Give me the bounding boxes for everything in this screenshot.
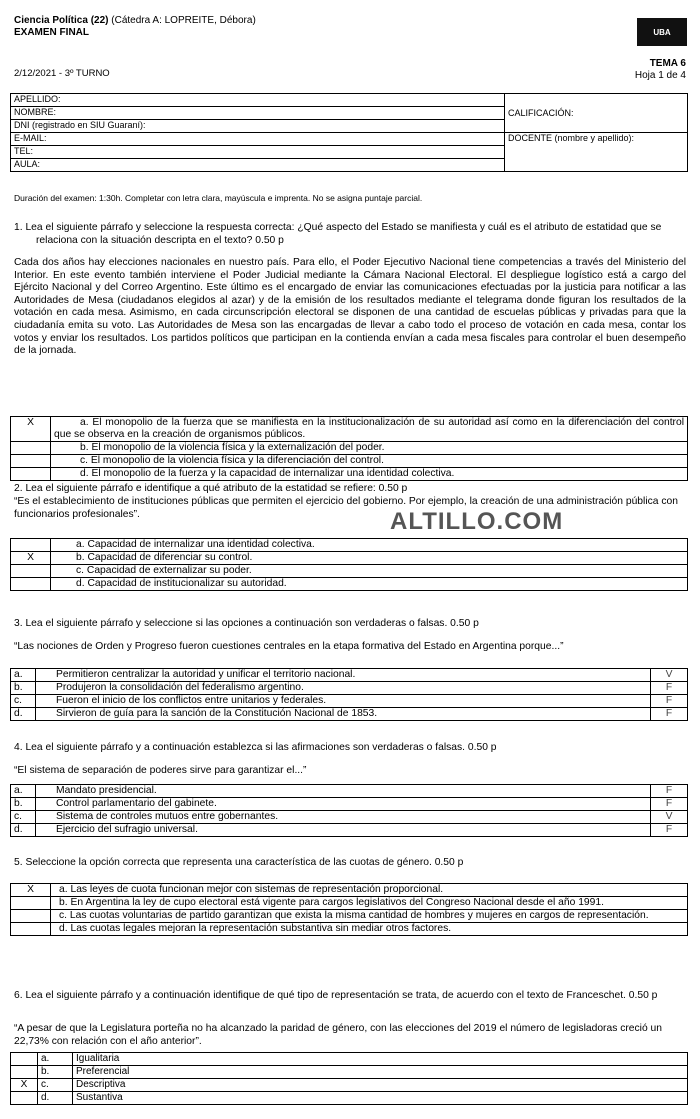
option-mark[interactable]	[11, 539, 51, 552]
option-text-cell	[51, 897, 688, 910]
course-name: Ciencia Política (22)	[14, 15, 109, 26]
option-text: Capacidad de institucionalizar su autoridad.	[87, 578, 287, 589]
option-text-cell	[51, 455, 688, 468]
option-mark[interactable]	[11, 1092, 38, 1105]
tf-answer[interactable]: V	[651, 811, 688, 824]
page-count: Hoja 1 de 4	[634, 70, 686, 81]
q4-option-b	[11, 798, 688, 811]
option-letter: c.	[11, 695, 36, 708]
option-text: El monopolio de la fuerza y la capacidad de internalizar una identidad colectiva.	[91, 468, 455, 479]
q1-option-d[interactable]	[11, 468, 688, 481]
option-text-cell	[51, 442, 688, 455]
q6-option-a[interactable]	[11, 1053, 688, 1066]
option-text-cell	[51, 552, 688, 565]
exam-type: EXAMEN FINAL	[14, 27, 89, 38]
q4-option-a	[11, 785, 688, 798]
q3-option-d	[11, 708, 688, 721]
q2-option-b[interactable]	[11, 552, 688, 565]
option-text: Las cuotas legales mejoran la representación substantiva sin mediar otros factores.	[70, 923, 452, 934]
option-mark[interactable]	[11, 1066, 38, 1079]
tema-block	[635, 58, 686, 82]
q2-options	[10, 538, 688, 591]
tf-answer[interactable]: F	[651, 682, 688, 695]
q5-option-c[interactable]	[11, 910, 688, 923]
catedra: (Cátedra A: LOPREITE, Débora)	[111, 15, 256, 26]
option-letter: c.	[59, 910, 68, 921]
option-text: Permitieron centralizar la autoridad y unificar el territorio nacional.	[36, 669, 651, 682]
option-mark[interactable]: X	[11, 552, 51, 565]
option-text-cell	[51, 417, 688, 442]
option-mark[interactable]	[11, 565, 51, 578]
q4-options	[10, 784, 688, 837]
option-text: Sirvieron de guía para la sanción de la Constitución Nacional de 1853.	[36, 708, 651, 721]
option-mark[interactable]: X	[11, 884, 51, 897]
calificacion-field[interactable]: CALIFICACIÓN:	[505, 94, 688, 133]
q4-prompt: 4. Lea el siguiente párrafo y a continuación establezca si las afirmaciones son verdaderas o falsas. 0.50 p	[14, 742, 497, 753]
tel-field[interactable]: TEL:	[11, 146, 505, 159]
q5-option-d[interactable]	[11, 923, 688, 936]
option-text: Descriptiva	[73, 1079, 688, 1092]
option-text: El monopolio de la violencia física y la diferenciación del control.	[90, 455, 384, 466]
q5-prompt: 5. Seleccione la opción correcta que representa una característica de las cuotas de género. 0.50 p	[14, 857, 464, 868]
option-letter: d.	[80, 468, 89, 479]
q3-option-c	[11, 695, 688, 708]
option-text: Capacidad de externalizar su poder.	[86, 565, 252, 576]
altillo-watermark: ALTILLO.COM	[390, 508, 564, 535]
exam-header	[14, 15, 256, 39]
option-text-cell	[51, 565, 688, 578]
option-letter: b.	[76, 552, 85, 563]
option-letter: d.	[76, 578, 85, 589]
email-field[interactable]: E-MAIL:	[11, 133, 505, 146]
q6-option-c[interactable]	[11, 1079, 688, 1092]
option-letter: b.	[11, 682, 36, 695]
q2-option-c[interactable]	[11, 565, 688, 578]
q4-option-c	[11, 811, 688, 824]
q1-options	[10, 416, 688, 481]
option-letter: d.	[11, 708, 36, 721]
option-text-cell	[51, 468, 688, 481]
tema-label: TEMA 6	[649, 58, 686, 69]
option-text: El monopolio de la violencia física y la externalización del poder.	[91, 442, 385, 453]
option-text-cell	[51, 578, 688, 591]
option-mark[interactable]	[11, 468, 51, 481]
q5-options	[10, 883, 688, 936]
q1-option-c[interactable]	[11, 455, 688, 468]
option-text-cell	[51, 884, 688, 897]
option-mark[interactable]	[11, 910, 51, 923]
option-mark[interactable]: X	[11, 417, 51, 442]
q6-prompt: 6. Lea el siguiente párrafo y a continuación identifique de qué tipo de representación se trata, de acuerdo con el texto de Franceschet. 0.50 p	[14, 990, 658, 1001]
option-letter: a.	[59, 884, 68, 895]
option-letter: c.	[11, 811, 36, 824]
q3-option-b	[11, 682, 688, 695]
option-text: Ejercicio del sufragio universal.	[36, 824, 651, 837]
q5-option-b[interactable]	[11, 897, 688, 910]
option-mark[interactable]	[11, 923, 51, 936]
option-text-cell	[51, 923, 688, 936]
duration-note: Duración del examen: 1:30h. Completar con letra clara, mayúscula e imprenta. No se asigna puntaje parcial.	[14, 193, 423, 203]
tf-answer[interactable]: F	[651, 824, 688, 837]
option-text: Mandato presidencial.	[36, 785, 651, 798]
tf-answer[interactable]: F	[651, 708, 688, 721]
option-letter: a.	[76, 539, 85, 550]
option-letter: a.	[38, 1053, 73, 1066]
option-mark[interactable]: X	[11, 1079, 38, 1092]
q6-options	[10, 1052, 688, 1105]
option-mark[interactable]	[11, 442, 51, 455]
uba-logo	[637, 18, 687, 46]
q1-option-b[interactable]	[11, 442, 688, 455]
option-text: Control parlamentario del gabinete.	[36, 798, 651, 811]
q4-option-d	[11, 824, 688, 837]
option-text: Sistema de controles mutuos entre gobernantes.	[36, 811, 651, 824]
q6-option-b[interactable]	[11, 1066, 688, 1079]
option-text-cell	[51, 539, 688, 552]
option-letter: d.	[11, 824, 36, 837]
option-letter: c.	[80, 455, 89, 466]
option-text: El monopolio de la fuerza que se manifiesta en la institucionalización de su autoridad así como en la diferenciación del control que se observa en la creación de organismos públicos.	[54, 417, 684, 440]
option-text: Capacidad de internalizar una identidad colectiva.	[87, 539, 315, 550]
q4-quote: “El sistema de separación de poderes sirve para garantizar el...”	[14, 765, 307, 776]
option-text: Capacidad de diferenciar su control.	[87, 552, 253, 563]
option-mark[interactable]	[11, 897, 51, 910]
option-letter: b.	[11, 798, 36, 811]
q2-option-a[interactable]	[11, 539, 688, 552]
option-text: Preferencial	[73, 1066, 688, 1079]
option-letter: b.	[38, 1066, 73, 1079]
dni-field[interactable]: DNI (registrado en SIU Guaraní):	[11, 120, 505, 133]
q1-text: Cada dos años hay elecciones nacionales en nuestro país. Para ello, el Poder Ejecutivo Nacional tiene competencias a través del Ministerio del Interior. En este evento también interviene el Poder Judicial mediante la Cámara Nacional Electoral. El despliegue logístico está a cargo del Ejército Nacional y del Correo Argentino. Este último es el encargado de enviar las comunicaciones efectuadas por la justicia para notificar a las Autoridades de Mesa (ciudadanos elegidos al azar) y de la emisión de los resultados mediante el telegrama donde figuran los resultados de la votación en cada mesa. Asimismo, en cada circunscripción electoral se disponen de una cantidad de escuelas públicas y privadas para que la ciudadanía emita su voto. Las Autoridades de Mesa son las encargadas de llevar a cabo todo el proceso de votación en cada mesa, contar los votos y enviar los resultados. Los partidos políticos que participan en la contienda envían a cada mesa fiscales para controlar el buen desempeño de la jornada.	[14, 257, 686, 357]
option-letter: b.	[80, 442, 89, 453]
q1-prompt: 1. Lea el siguiente párrafo y seleccione la respuesta correcta: ¿Qué aspecto del Estado se manifiesta y cuál es el atributo de estatidad que se relaciona con la situación descripta en el texto? 0.50 p	[14, 222, 662, 246]
option-text: Produjeron la consolidación del federalismo argentino.	[36, 682, 651, 695]
q5-option-a[interactable]	[11, 884, 688, 897]
q3-options	[10, 668, 688, 721]
option-text: Las cuotas voluntarias de partido garantizan que exista la misma cantidad de hombres y mujeres en cargos de representación.	[69, 910, 649, 921]
q6-quote: “A pesar de que la Legislatura porteña no ha alcanzado la paridad de género, con las elecciones del 2019 el número de legisladoras creció un 22,73% con relación con el año anterior”.	[14, 1023, 662, 1047]
option-text: En Argentina la ley de cupo electoral está vigente para cargos legislativos del Congreso Nacional desde el año 1991.	[70, 897, 604, 908]
option-text: Sustantiva	[73, 1092, 688, 1105]
option-letter: c.	[76, 565, 85, 576]
option-text: Las leyes de cuota funcionan mejor con sistemas de representación proporcional.	[70, 884, 444, 895]
apellido-field[interactable]: APELLIDO:	[11, 94, 505, 107]
option-letter: b.	[59, 897, 68, 908]
option-text-cell	[51, 910, 688, 923]
exam-date: 2/12/2021 - 3º TURNO	[14, 68, 110, 79]
tf-answer[interactable]: V	[651, 669, 688, 682]
option-letter: d.	[38, 1092, 73, 1105]
nombre-field[interactable]: NOMBRE:	[11, 107, 505, 120]
option-letter: c.	[38, 1079, 73, 1092]
docente-field[interactable]: DOCENTE (nombre y apellido):	[505, 133, 688, 172]
tf-answer[interactable]: F	[651, 785, 688, 798]
option-letter: a.	[11, 669, 36, 682]
q2-option-d[interactable]	[11, 578, 688, 591]
option-text: Fueron el inicio de los conflictos entre unitarios y federales.	[36, 695, 651, 708]
aula-field[interactable]: AULA:	[11, 159, 505, 172]
q2-quote: “Es el establecimiento de instituciones públicas que permiten el ejercicio del gobierno. Por ejemplo, la creación de una administración pública con funcionarios profesionales”.	[14, 496, 678, 520]
q3-option-a	[11, 669, 688, 682]
tf-answer[interactable]: F	[651, 695, 688, 708]
student-info-table	[10, 93, 688, 172]
option-letter: d.	[59, 923, 68, 934]
q3-prompt: 3. Lea el siguiente párrafo y seleccione si las opciones a continuación son verdaderas o falsas. 0.50 p	[14, 618, 479, 629]
option-mark[interactable]	[11, 1053, 38, 1066]
option-letter: a.	[11, 785, 36, 798]
logo-text: UBA	[653, 27, 671, 37]
tf-answer[interactable]: F	[651, 798, 688, 811]
q6-option-d[interactable]	[11, 1092, 688, 1105]
q2-prompt: 2. Lea el siguiente párrafo e identifique a qué atributo de la estatidad se refiere: 0.50 p	[14, 483, 408, 494]
option-mark[interactable]	[11, 455, 51, 468]
option-text: Igualitaria	[73, 1053, 688, 1066]
option-letter: a.	[80, 417, 89, 428]
option-mark[interactable]	[11, 578, 51, 591]
q3-quote: “Las nociones de Orden y Progreso fueron cuestiones centrales en la etapa formativa del Estado en Argentina porque...”	[14, 641, 564, 652]
q1-option-a[interactable]	[11, 417, 688, 442]
